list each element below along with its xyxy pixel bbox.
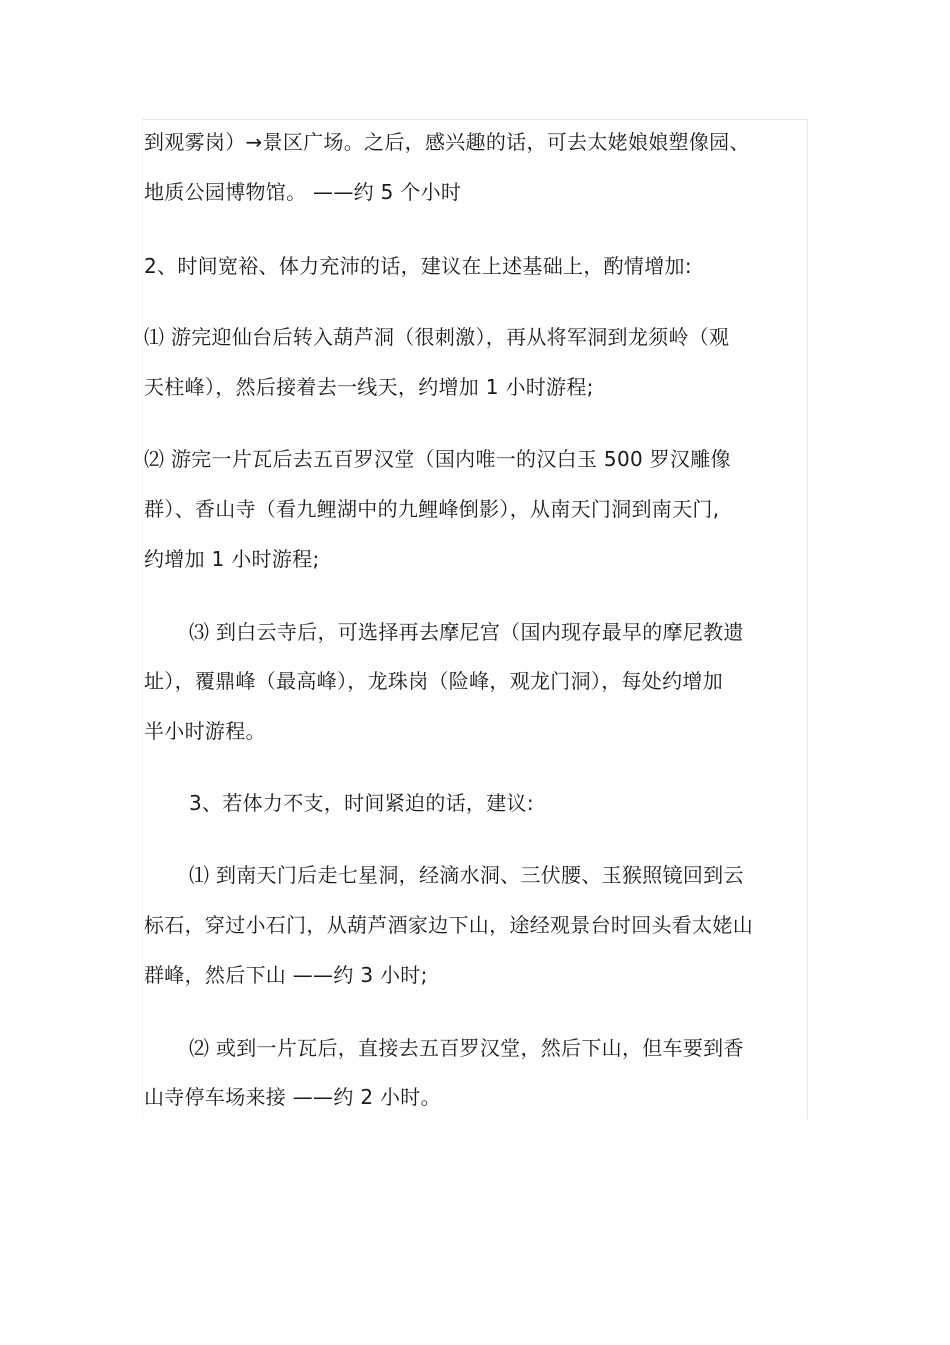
text-line: 约增加 1 小时游程;: [144, 547, 320, 571]
document-body: [144, 0, 794, 1345]
text-line: ⑴ 游完迎仙台后转入葫芦洞（很刺激），再从将军洞到龙须岭（观: [144, 325, 730, 349]
text-line: 天柱峰），然后接着去一线天，约增加 1 小时游程;: [144, 375, 594, 399]
text-line: ⑶ 到白云寺后，可选择再去摩尼宫（国内现存最早的摩尼教遗: [189, 620, 744, 644]
text-line: ⑵ 游完一片瓦后去五百罗汉堂（国内唯一的汉白玉 500 罗汉雕像: [144, 447, 731, 471]
section-heading: 3、若体力不支，时间紧迫的话，建议:: [189, 791, 534, 815]
text-line: ⑵ 或到一片瓦后，直接去五百罗汉堂，然后下山，但车要到香: [189, 1036, 744, 1060]
text-line: 半小时游程。: [144, 719, 266, 743]
text-line: 到观雾岗）→景区广场。之后，感兴趣的话，可去太姥娘娘塑像园、: [144, 130, 750, 154]
section-heading: 2、时间宽裕、体力充沛的话，建议在上述基础上，酌情增加:: [144, 254, 692, 278]
text-line: 群）、香山寺（看九鲤湖中的九鲤峰倒影），从南天门洞到南天门,: [144, 497, 720, 521]
text-line: 群峰，然后下山 ——约 3 小时;: [144, 963, 428, 987]
text-line: 山寺停车场来接 ——约 2 小时。: [144, 1085, 441, 1109]
text-line: 地质公园博物馆。 ——约 5 个小时: [144, 180, 462, 204]
text-line: 址），覆鼎峰（最高峰），龙珠岗（险峰，观龙门洞），每处约增加: [144, 669, 723, 693]
text-line: ⑴ 到南天门后走七星洞，经滴水洞、三伏腰、玉猴照镜回到云: [189, 863, 744, 887]
text-line: 标石，穿过小石门，从葫芦酒家边下山，途经观景台时回头看太姥山: [144, 913, 753, 937]
